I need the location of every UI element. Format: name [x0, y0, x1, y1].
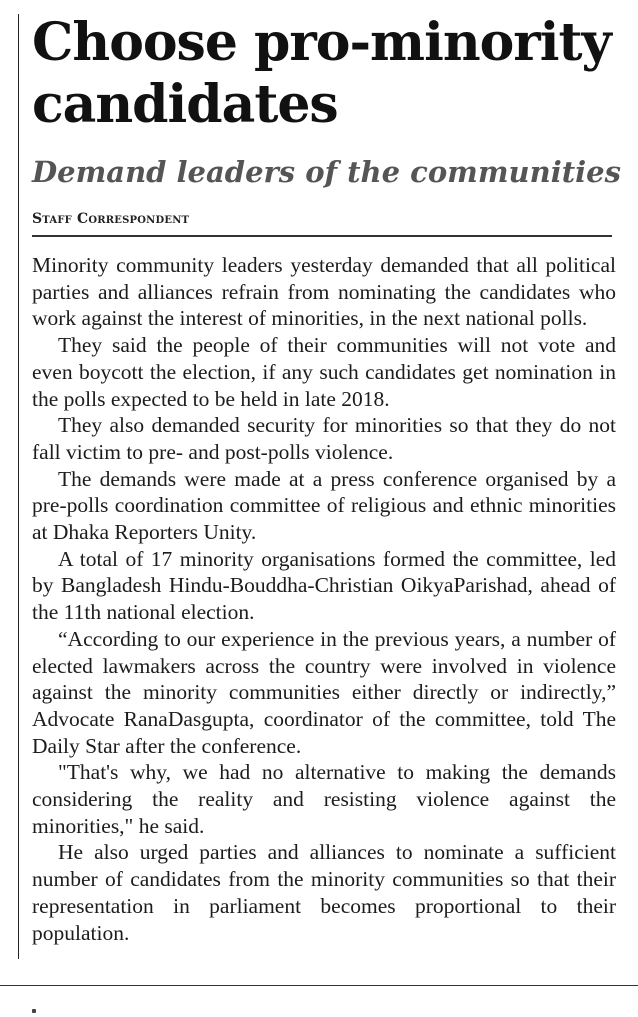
paragraph-2: They said the people of their communities will not vote and even boycott the election, if any such candidates get nomination in the polls expected to be held in late 2018.	[32, 333, 616, 411]
paragraph-7: "That's why, we had no alternative to making the demands considering the reality and resisting violence against the minorities," he said.	[32, 760, 616, 838]
page-bottom-divider	[0, 985, 638, 986]
byline: Staff Correspondent	[32, 211, 190, 227]
column-divider	[18, 14, 19, 959]
paragraph-5: A total of 17 minority organisations formed the committee, led by Bangladesh Hindu-Bouddha-Christian OikyaParishad, ahead of the 11th national election.	[32, 546, 616, 625]
paragraph-8: He also urged parties and alliances to nominate a sufficient number of candidates from the minority communities so that their representation in parliament becomes proportional to their population.	[32, 840, 616, 945]
article-body	[32, 252, 616, 946]
paragraph-1: Minority community leaders yesterday demanded that all political parties and alliances refrain from nominating the candidates who work against the interest of minorities, in the next national polls.	[32, 253, 616, 331]
headline: Choose pro-minority candidates	[32, 12, 611, 135]
paragraph-4: The demands were made at a press conference organised by a pre-polls coordination committee of religious and ethnic minorities at Dhaka Reporters Unity.	[32, 466, 616, 545]
paragraph-3: They also demanded security for minorities so that they do not fall victim to pre- and post-polls violence.	[32, 413, 616, 464]
paragraph-6: “According to our experience in the previous years, a number of elected lawmakers across the country were involved in violence against the minority communities either directly or indirectly,” Advocate RanaDasgupta, coordinator of the committee, told The Daily Star after the conference.	[32, 626, 616, 758]
print-mark	[32, 1009, 36, 1013]
byline-divider	[32, 235, 612, 237]
subheadline: Demand leaders of the communities	[32, 155, 621, 189]
